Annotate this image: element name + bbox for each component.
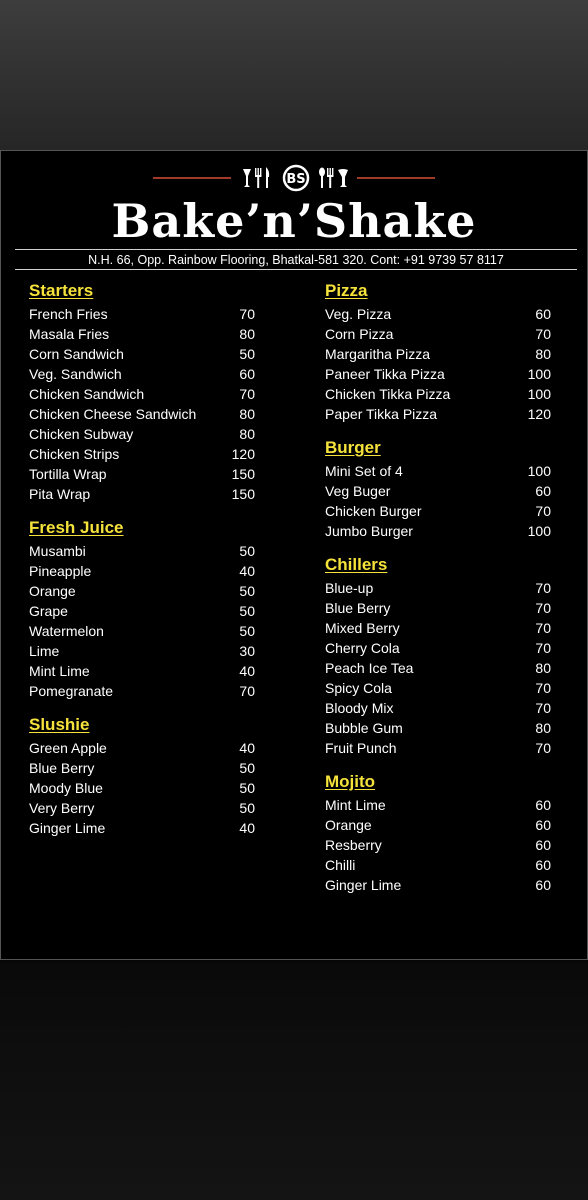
menu-item-price: 150	[231, 486, 255, 502]
menu-item-price: 50	[239, 603, 255, 619]
menu-item	[325, 598, 551, 618]
section-title: Fresh Juice	[29, 518, 124, 537]
menu-item	[325, 658, 551, 678]
menu-item	[325, 324, 551, 344]
section-chillers	[325, 553, 551, 758]
menu-item-name: Orange	[325, 817, 372, 833]
menu-item-name: Mini Set of 4	[325, 463, 403, 479]
menu-item-price: 70	[535, 640, 551, 656]
menu-item-name: Blue Berry	[325, 600, 391, 616]
menu-item	[325, 501, 551, 521]
menu-item	[325, 678, 551, 698]
menu-item	[325, 638, 551, 658]
menu-item-price: 50	[239, 623, 255, 639]
menu-item-name: Paneer Tikka Pizza	[325, 366, 445, 382]
menu-item-name: Bubble Gum	[325, 720, 403, 736]
header-rule-bottom	[15, 269, 577, 270]
menu-item	[325, 795, 551, 815]
menu-item-price: 70	[535, 503, 551, 519]
menu-item	[325, 738, 551, 758]
menu-item-name: Chicken Strips	[29, 446, 120, 462]
menu-item-price: 40	[239, 663, 255, 679]
menu-item-name: Chicken Burger	[325, 503, 422, 519]
menu-item-price: 70	[535, 600, 551, 616]
menu-item	[29, 681, 255, 701]
menu-item	[29, 818, 255, 838]
section-title: Chillers	[325, 555, 388, 574]
menu-item-price: 150	[231, 466, 255, 482]
menu-item-name: Pomegranate	[29, 683, 114, 699]
menu-item-price: 50	[239, 543, 255, 559]
menu-item-price: 70	[239, 386, 255, 402]
menu-item-name: Jumbo Burger	[325, 523, 413, 539]
menu-item-price: 70	[535, 740, 551, 756]
menu-item-price: 80	[239, 406, 255, 422]
menu-item-price: 100	[527, 366, 551, 382]
menu-item-name: Mint Lime	[29, 663, 90, 679]
section-mojito	[325, 770, 551, 895]
menu-item	[29, 798, 255, 818]
menu-item-price: 60	[535, 857, 551, 873]
menu-item-price: 40	[239, 820, 255, 836]
menu-item-name: Masala Fries	[29, 326, 110, 342]
menu-item	[325, 364, 551, 384]
menu-item	[325, 304, 551, 324]
menu-item	[325, 481, 551, 501]
section-slushie	[29, 713, 255, 838]
menu-item-name: Grape	[29, 603, 68, 619]
menu-item	[29, 364, 255, 384]
menu-item-name: Pineapple	[29, 563, 92, 579]
menu-item-name: Chicken Sandwich	[29, 386, 145, 402]
menu-item	[29, 484, 255, 504]
menu-item-name: Lime	[29, 643, 60, 659]
menu-item-name: Margaritha Pizza	[325, 346, 431, 362]
menu-item	[29, 758, 255, 778]
menu-item-name: Cherry Cola	[325, 640, 400, 656]
menu-item-name: Veg. Pizza	[325, 306, 392, 322]
menu-item-price: 60	[239, 366, 255, 382]
menu-item-price: 50	[239, 346, 255, 362]
menu-item	[29, 344, 255, 364]
cutlery-logo-icon	[241, 163, 351, 193]
menu-item-name: Orange	[29, 583, 76, 599]
menu-item	[325, 835, 551, 855]
menu-item	[29, 661, 255, 681]
menu-item	[29, 581, 255, 601]
menu-item-name: Watermelon	[29, 623, 104, 639]
address-line: N.H. 66, Opp. Rainbow Flooring, Bhatkal-581 320. Cont: +91 9739 57 8117	[88, 253, 504, 267]
menu-item	[29, 464, 255, 484]
menu-item-name: French Fries	[29, 306, 108, 322]
menu-item	[325, 698, 551, 718]
section-starters	[29, 279, 255, 504]
menu-item	[29, 404, 255, 424]
menu-item	[29, 444, 255, 464]
menu-item	[29, 324, 255, 344]
menu-item-name: Bloody Mix	[325, 700, 394, 716]
menu-item-price: 40	[239, 740, 255, 756]
menu-item-price: 50	[239, 583, 255, 599]
menu-item-name: Veg. Sandwich	[29, 366, 122, 382]
menu-item-price: 100	[527, 463, 551, 479]
section-title: Mojito	[325, 772, 376, 791]
menu-item-price: 60	[535, 837, 551, 853]
menu-item-price: 80	[239, 426, 255, 442]
menu-item	[29, 424, 255, 444]
menu-item-price: 70	[239, 306, 255, 322]
menu-item-name: Blue Berry	[29, 760, 95, 776]
logo-initials: BS	[286, 172, 306, 187]
menu-item-price: 80	[535, 720, 551, 736]
menu-item-name: Ginger Lime	[29, 820, 106, 836]
menu-item-name: Peach Ice Tea	[325, 660, 414, 676]
menu-item	[29, 641, 255, 661]
menu-item	[325, 875, 551, 895]
menu-item	[325, 521, 551, 541]
menu-item	[29, 541, 255, 561]
logo-divider-right	[357, 177, 435, 179]
menu-item-name: Corn Pizza	[325, 326, 394, 342]
menu-item-price: 100	[527, 386, 551, 402]
menu-item-price: 60	[535, 483, 551, 499]
section-pizza	[325, 279, 551, 424]
menu-item-price: 70	[535, 680, 551, 696]
menu-item	[29, 601, 255, 621]
menu-item	[29, 561, 255, 581]
menu-item-name: Mixed Berry	[325, 620, 400, 636]
menu-item-name: Pita Wrap	[29, 486, 91, 502]
menu-item-price: 60	[535, 306, 551, 322]
menu-item-price: 120	[231, 446, 255, 462]
menu-item-name: Corn Sandwich	[29, 346, 124, 362]
menu-item-name: Spicy Cola	[325, 680, 392, 696]
menu-item-price: 70	[535, 326, 551, 342]
menu-item-name: Paper Tikka Pizza	[325, 406, 438, 422]
menu-item	[29, 738, 255, 758]
menu-item	[325, 344, 551, 364]
menu-item-name: Very Berry	[29, 800, 95, 816]
menu-item-name: Green Apple	[29, 740, 107, 756]
menu-item-name: Ginger Lime	[325, 877, 402, 893]
section-title: Starters	[29, 281, 94, 300]
menu-item	[325, 855, 551, 875]
header-rule-top	[15, 249, 577, 250]
menu-item-name: Blue-up	[325, 580, 374, 596]
section-title: Slushie	[29, 715, 90, 734]
menu-item-name: Musambi	[29, 543, 86, 559]
menu-item	[325, 461, 551, 481]
logo-row	[1, 163, 587, 193]
menu-item-price: 60	[535, 877, 551, 893]
menu-item-name: Fruit Punch	[325, 740, 397, 756]
menu-item-price: 60	[535, 817, 551, 833]
menu-item	[325, 384, 551, 404]
section-title: Burger	[325, 438, 381, 457]
section-fresh-juice	[29, 516, 255, 701]
menu-item-price: 70	[239, 683, 255, 699]
menu-item-name: Resberry	[325, 837, 382, 853]
menu-item-price: 50	[239, 780, 255, 796]
menu-item-name: Chicken Tikka Pizza	[325, 386, 451, 402]
menu-item-price: 40	[239, 563, 255, 579]
menu-item-price: 80	[535, 346, 551, 362]
menu-item-name: Moody Blue	[29, 780, 103, 796]
menu-item	[29, 304, 255, 324]
menu-item	[29, 778, 255, 798]
menu-item-price: 100	[527, 523, 551, 539]
menu-item-price: 120	[527, 406, 551, 422]
menu-item	[325, 718, 551, 738]
menu-card	[0, 150, 588, 960]
menu-item-name: Veg Buger	[325, 483, 391, 499]
menu-item-name: Mint Lime	[325, 797, 386, 813]
brand-name: Bake’n’Shake	[111, 194, 477, 248]
menu-column-right	[325, 279, 551, 907]
menu-column-left	[29, 279, 255, 850]
menu-item-price: 50	[239, 760, 255, 776]
menu-item-price: 50	[239, 800, 255, 816]
menu-item-name: Chilli	[325, 857, 356, 873]
menu-item-name: Chicken Cheese Sandwich	[29, 406, 197, 422]
menu-item	[325, 815, 551, 835]
menu-item-price: 60	[535, 797, 551, 813]
section-burger	[325, 436, 551, 541]
menu-item-name: Tortilla Wrap	[29, 466, 107, 482]
menu-item-price: 30	[239, 643, 255, 659]
menu-item	[29, 621, 255, 641]
menu-item-price: 80	[535, 660, 551, 676]
menu-item	[325, 618, 551, 638]
menu-item	[325, 404, 551, 424]
section-title: Pizza	[325, 281, 368, 300]
menu-item	[29, 384, 255, 404]
logo-divider-left	[153, 177, 231, 179]
menu-item-name: Chicken Subway	[29, 426, 134, 442]
menu-item	[325, 578, 551, 598]
menu-item-price: 80	[239, 326, 255, 342]
menu-item-price: 70	[535, 700, 551, 716]
menu-item-price: 70	[535, 580, 551, 596]
menu-item-price: 70	[535, 620, 551, 636]
